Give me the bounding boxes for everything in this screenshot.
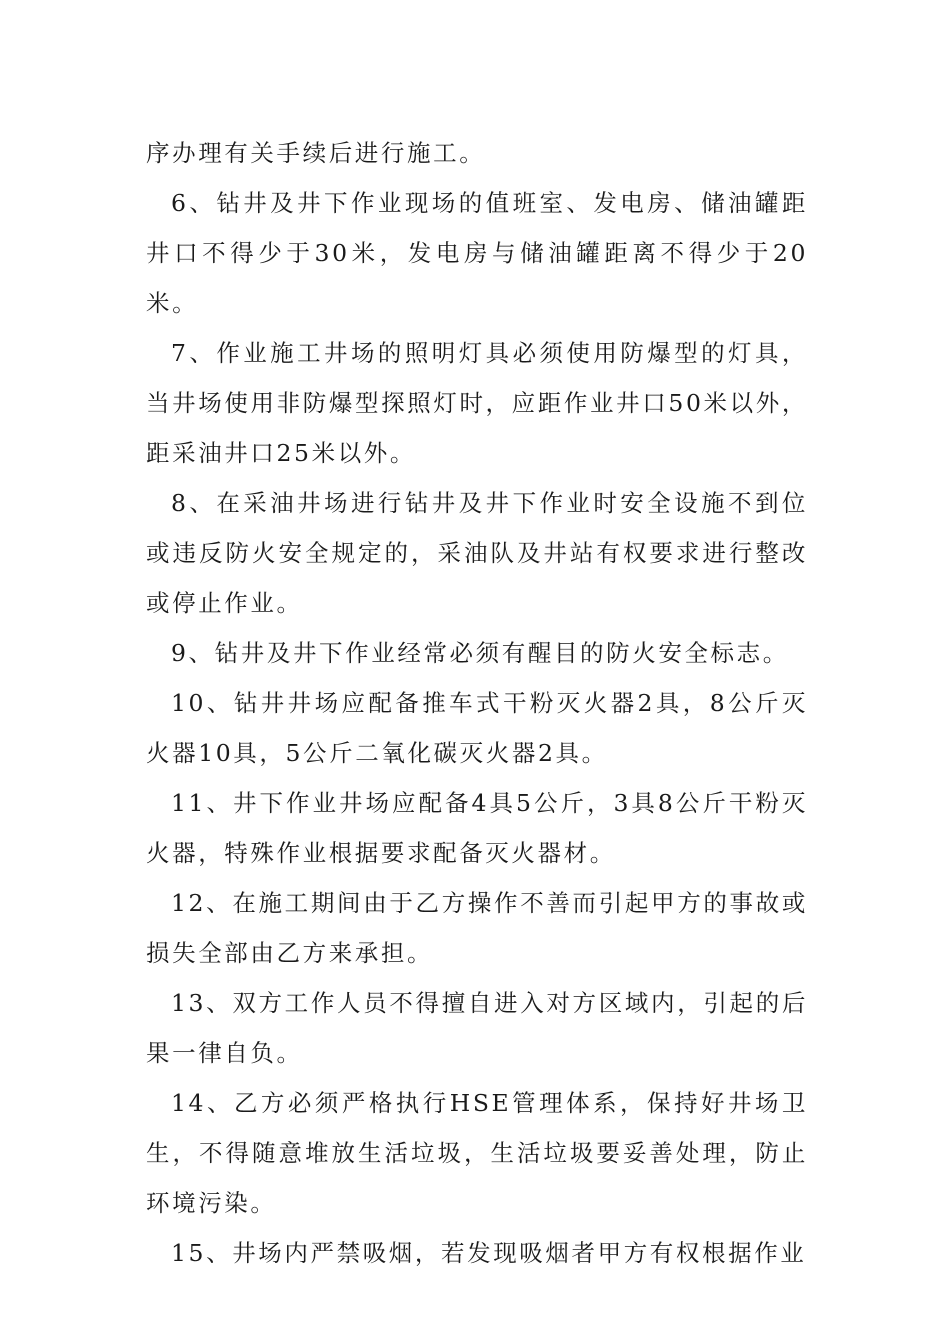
paragraph-item-8: 8、在采油井场进行钻井及井下作业时安全设施不到位或违反防火安全规定的，采油队及井站有权要求进行整改或停止作业。: [146, 489, 808, 617]
paragraph-item-13: 13、双方工作人员不得擅自进入对方区域内，引起的后果一律自负。: [146, 989, 808, 1067]
paragraph-item-7: 7、作业施工井场的照明灯具必须使用防爆型的灯具，当井场使用非防爆型探照灯时，应距作业井口50米以外，距采油井口25米以外。: [146, 339, 808, 467]
paragraph-item-15: 15、井场内严禁吸烟，若发现吸烟者甲方有权根据作业: [171, 1239, 807, 1267]
paragraph-item-10: 10、钻井井场应配备推车式干粉灭火器2具，8公斤灭火器10具，5公斤二氧化碳灭火器2具。: [146, 689, 808, 767]
paragraph-continuation: 序办理有关手续后进行施工。: [146, 139, 486, 167]
paragraph-item-9: 9、钻井及井下作业经常必须有醒目的防火安全标志。: [171, 639, 789, 667]
paragraph-item-12: 12、在施工期间由于乙方操作不善而引起甲方的事故或损失全部由乙方来承担。: [146, 889, 808, 967]
paragraph-item-6: 6、钻井及井下作业现场的值班室、发电房、储油罐距井口不得少于30米，发电房与储油罐距离不得少于20米。: [146, 189, 808, 317]
paragraph-item-14: 14、乙方必须严格执行HSE管理体系，保持好井场卫生，不得随意堆放生活垃圾，生活垃圾要妥善处理，防止环境污染。: [146, 1089, 808, 1217]
document-body: [146, 128, 808, 1278]
paragraph-item-11: 11、井下作业井场应配备4具5公斤，3具8公斤干粉灭火器，特殊作业根据要求配备灭火器材。: [146, 789, 808, 867]
